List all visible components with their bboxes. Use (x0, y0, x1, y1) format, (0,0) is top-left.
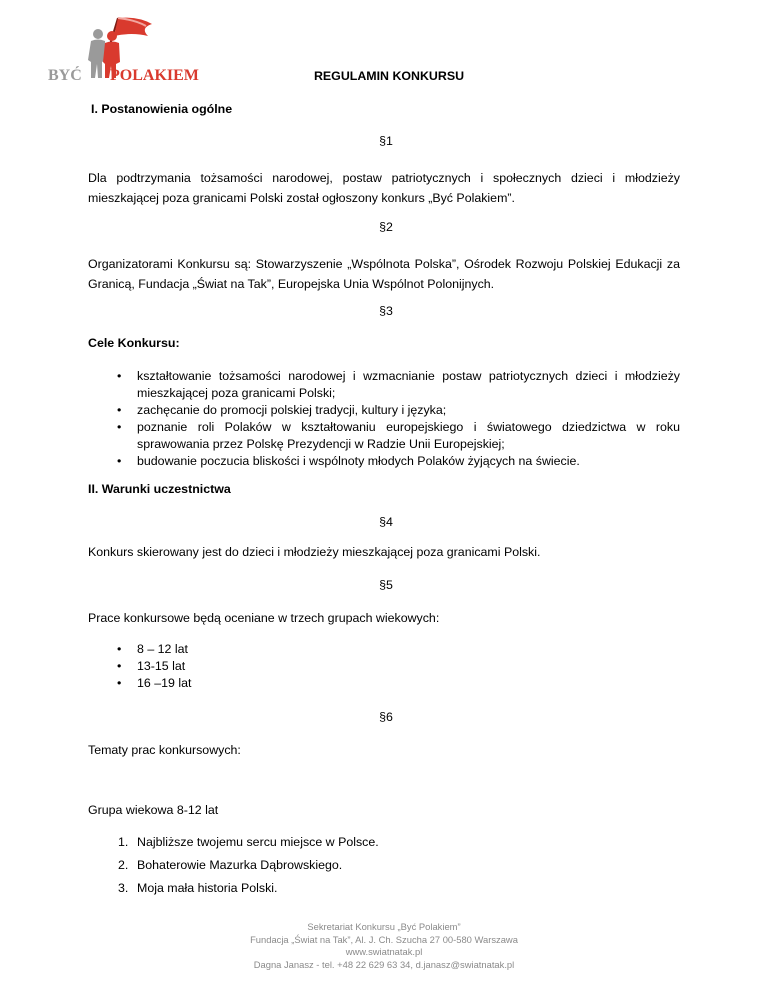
list-item: • budowanie poczucia bliskości i wspólnoty młodych Polaków żyjących na świecie. (117, 454, 580, 468)
bullet-icon: • (117, 454, 122, 468)
list-item: 1. Najbliższe twojemu sercu miejsce w Polsce. (118, 835, 379, 849)
list-item: • zachęcanie do promocji polskiej tradycji, kultury i języka; (117, 403, 447, 417)
bullet-icon: • (117, 369, 122, 383)
section-1-heading: I. Postanowienia ogólne (91, 102, 233, 116)
paragraph-mark-4: §4 (379, 515, 393, 529)
footer-line-website: www.swiatnatak.pl (345, 946, 423, 957)
list-item: • 13-15 lat (117, 659, 186, 673)
paragraph-mark-1: §1 (379, 134, 393, 148)
paragraph-mark-3: §3 (379, 304, 393, 318)
section-2-heading: II. Warunki uczestnictwa (88, 482, 231, 496)
logo-word-polakiem: POLAKIEM (110, 67, 199, 84)
list-item: • kształtowanie tożsamości narodowej i wzmacnianie postaw patriotycznych dzieci i młodzieży mieszkającej poza granicami Polski; (117, 369, 680, 400)
logo-word-byc: BYĆ (48, 67, 82, 84)
paragraph-mark-5: §5 (379, 578, 393, 592)
footer-line-address: Fundacja „Świat na Tak”, Al. J. Ch. Szucha 27 00-580 Warszawa (250, 933, 518, 945)
paragraph-2-text: Organizatorami Konkursu są: Stowarzyszenie „Wspólnota Polska”, Ośrodek Rozwoju Polskiej Edukacji za Granicą, Fundacja „Świat na Tak”, Europejska Unia Wspólnot Polonijnych. (88, 257, 680, 291)
paragraph-4-text: Konkurs skierowany jest do dzieci i młodzieży mieszkającej poza granicami Polski. (88, 545, 541, 559)
topics-list (88, 831, 680, 900)
footer-line-secretariat: Sekretariat Konkursu „Być Polakiem” (307, 921, 461, 932)
age-groups-list (88, 641, 680, 692)
list-item: • 8 – 12 lat (117, 642, 188, 656)
footer-line-contact: Dagna Janasz - tel. +48 22 629 63 34, d.janasz@swiatnatak.pl (253, 958, 515, 970)
paragraph-mark-2: §2 (379, 220, 393, 234)
paragraph-mark-6: §6 (379, 710, 393, 724)
paragraph-1-text: Dla podtrzymania tożsamości narodowej, postaw patriotycznych i społecznych dzieci i młodzieży mieszkającej poza granicami Polski został ogłoszony konkurs „Być Polakiem”. (88, 171, 680, 205)
bullet-icon: • (117, 676, 122, 690)
goals-label: Cele Konkursu: (88, 336, 180, 350)
footer (0, 921, 768, 971)
paragraph-5-text: Prace konkursowe będą oceniane w trzech grupach wiekowych: (88, 611, 440, 625)
list-item: 3. Moja mała historia Polski. (118, 881, 278, 895)
document-title: REGULAMIN KONKURSU (313, 69, 465, 83)
list-item: 2. Bohaterowie Mazurka Dąbrowskiego. (118, 858, 343, 872)
bullet-icon: • (117, 420, 122, 434)
list-item: • 16 –19 lat (117, 676, 192, 690)
list-item: • poznanie roli Polaków w kształtowaniu europejskiego i światowego dziedzictwa w roku sprawowania przez Polskę Prezydencji w Radzie Unii Europejskiej; (117, 420, 680, 451)
bullet-icon: • (117, 659, 122, 673)
paragraph-6-text: Tematy prac konkursowych: (88, 743, 241, 757)
age-group-label: Grupa wiekowa 8-12 lat (88, 803, 219, 817)
goals-list (88, 368, 680, 470)
bullet-icon: • (117, 642, 122, 656)
bullet-icon: • (117, 403, 122, 417)
